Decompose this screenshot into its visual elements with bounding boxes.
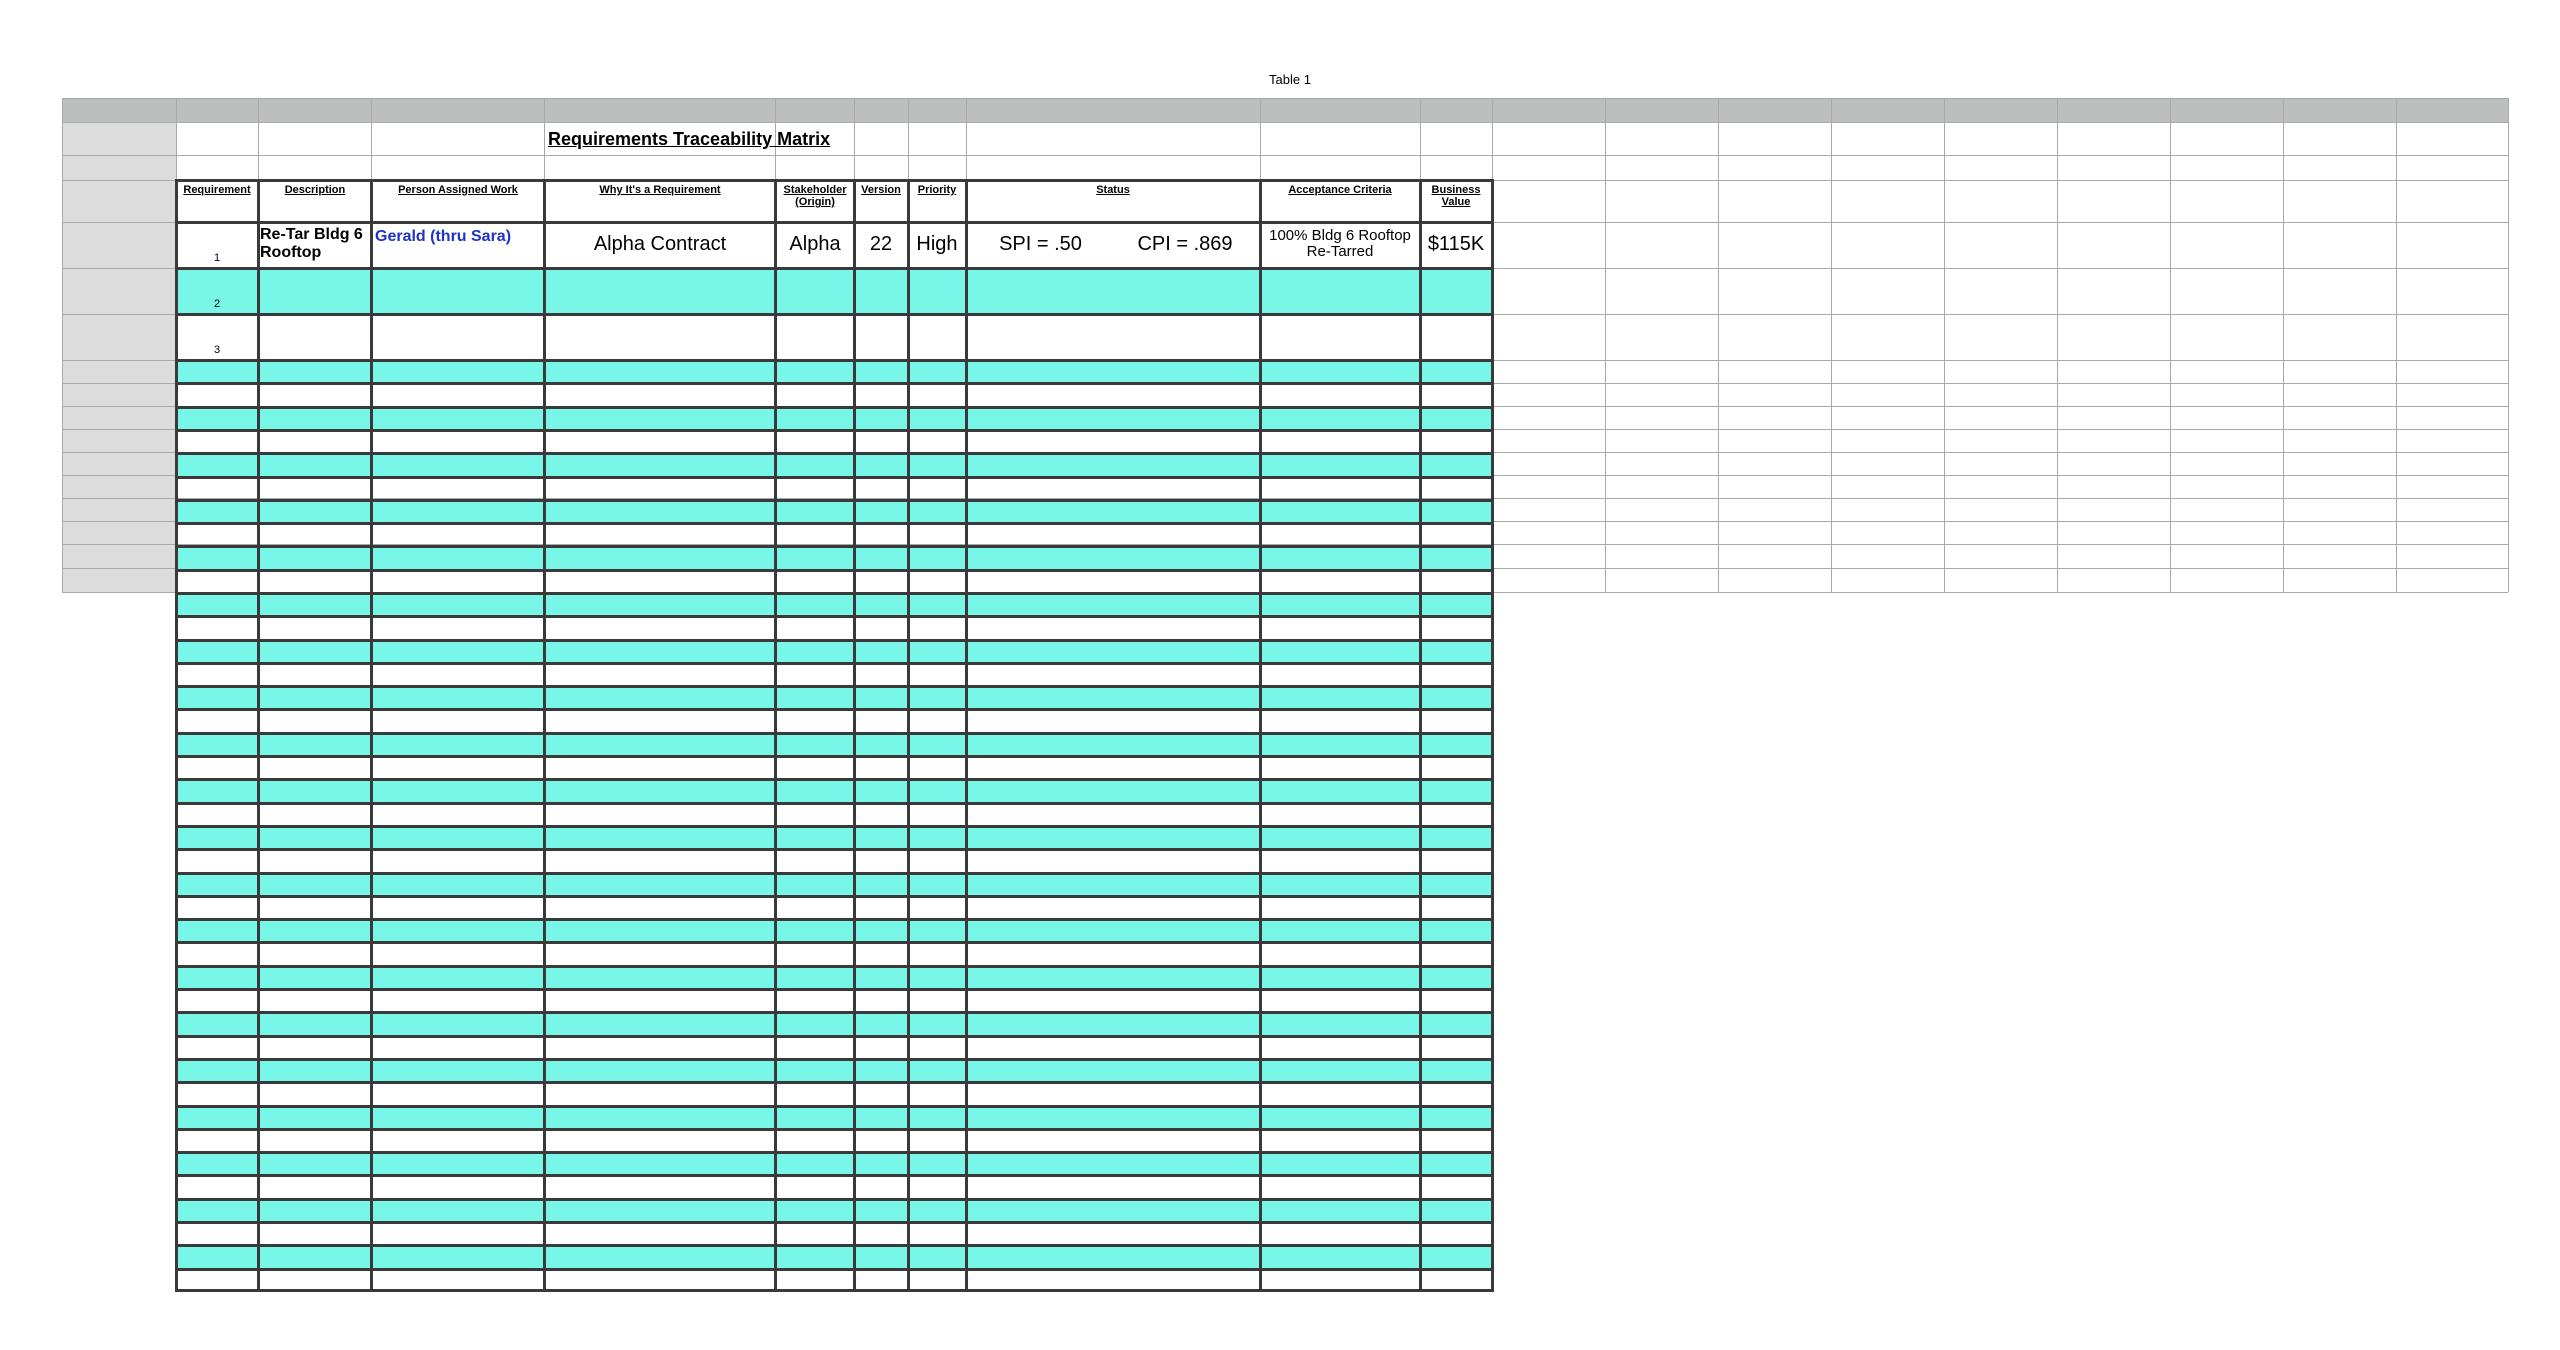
table-border <box>175 1174 1494 1177</box>
table-border <box>175 615 1494 618</box>
table-border <box>175 662 1494 665</box>
table-border <box>543 180 546 1292</box>
table-border <box>175 965 1494 968</box>
table-border <box>175 825 1494 828</box>
grid-line <box>1605 98 1606 592</box>
header-requirement: Requirement <box>183 184 251 196</box>
table-border <box>175 918 1494 921</box>
table-caption: Table 1 <box>1269 72 1311 87</box>
table-border <box>370 180 373 1292</box>
table-border <box>175 988 1494 991</box>
row-shading <box>176 733 1492 756</box>
table-border <box>1419 180 1422 1292</box>
grid-line <box>2396 98 2397 592</box>
header-description: Description <box>284 184 346 196</box>
row-shading <box>176 546 1492 570</box>
table-border <box>175 1058 1494 1061</box>
table-border <box>175 685 1494 688</box>
grid-line <box>2170 98 2171 592</box>
row1-person-assigned: Gerald (thru Sara) <box>375 228 512 246</box>
table-border <box>175 545 1494 548</box>
table-border <box>175 382 1494 385</box>
grid-line <box>1831 98 1832 592</box>
grid-line <box>1718 98 1719 592</box>
row1-status-cpi: CPI = .869 <box>1137 233 1233 255</box>
table-border <box>175 778 1494 781</box>
row-shading <box>176 779 1492 803</box>
row1-status-spi: SPI = .50 <box>999 233 1082 255</box>
header-priority: Priority <box>917 184 957 196</box>
row-number: 3 <box>213 343 221 356</box>
row-shading <box>176 1106 1492 1129</box>
table-border <box>175 1268 1494 1271</box>
table-border <box>175 1081 1494 1084</box>
row-shading <box>176 1199 1492 1222</box>
row1-version: 22 <box>869 233 893 255</box>
table-border <box>175 313 1494 316</box>
row-shading <box>176 407 1492 430</box>
table-border <box>175 452 1494 455</box>
table-border <box>175 848 1494 851</box>
grid-line <box>2508 98 2509 592</box>
row-shading <box>176 640 1492 663</box>
row1-description: Re-Tar Bldg 6 Rooftop <box>260 226 363 261</box>
table-border <box>175 499 1494 502</box>
row-number: 1 <box>213 251 221 264</box>
row-shading <box>176 1152 1492 1175</box>
row-shading <box>176 919 1492 942</box>
column-header-band <box>62 98 2508 122</box>
table-border <box>175 708 1494 711</box>
row1-priority: High <box>916 233 958 255</box>
header-why-requirement: Why It's a Requirement <box>599 184 721 196</box>
row1-acceptance-criteria: 100% Bldg 6 Rooftop Re-Tarred <box>1269 226 1411 260</box>
header-person-assigned: Person Assigned Work <box>398 184 518 196</box>
row1-why-requirement: Alpha Contract <box>593 233 727 255</box>
table-border <box>175 592 1494 595</box>
header-version: Version <box>861 184 901 196</box>
row-shading <box>176 826 1492 849</box>
table-border <box>175 267 1494 270</box>
table-border <box>175 895 1494 898</box>
row-number: 2 <box>213 297 221 310</box>
row-shading <box>176 593 1492 616</box>
header-acceptance-criteria: Acceptance Criteria <box>1288 184 1392 196</box>
table-border <box>175 522 1494 525</box>
table-border <box>1491 180 1494 1292</box>
table-border <box>907 180 910 1292</box>
grid-line <box>2283 98 2284 592</box>
header-business-value: Business Value <box>1431 184 1481 209</box>
row-shading <box>176 1245 1492 1269</box>
table-border <box>853 180 856 1292</box>
grid-line <box>62 98 63 592</box>
grid-line <box>62 155 2508 156</box>
table-border <box>175 732 1494 735</box>
table-border <box>1259 180 1262 1292</box>
table-border <box>175 359 1494 362</box>
row-shading <box>176 873 1492 896</box>
row-shading <box>176 500 1492 523</box>
row1-business-value: $115K <box>1427 233 1485 255</box>
grid-line <box>2057 98 2058 592</box>
table-border <box>175 872 1494 875</box>
table-border <box>175 941 1494 944</box>
table-border <box>175 406 1494 409</box>
row-shading <box>176 1012 1492 1036</box>
table-border <box>175 569 1494 572</box>
row1-stakeholder: Alpha <box>789 233 841 255</box>
row-shading <box>176 360 1492 383</box>
table-border <box>175 1011 1494 1014</box>
table-border <box>175 476 1494 479</box>
table-border <box>175 1289 1494 1292</box>
table-border <box>774 180 777 1292</box>
header-status: Status <box>1096 184 1130 196</box>
grid-line <box>1944 98 1945 592</box>
row-shading <box>176 268 1492 314</box>
row-shading <box>176 1059 1492 1082</box>
table-border <box>175 1198 1494 1201</box>
table-border <box>175 429 1494 432</box>
table-border <box>175 802 1494 805</box>
header-stakeholder: Stakeholder (Origin) <box>783 184 847 209</box>
row-shading <box>176 686 1492 709</box>
grid-line <box>62 122 2508 123</box>
table-border <box>175 1221 1494 1224</box>
table-border <box>175 1035 1494 1038</box>
table-border <box>175 1128 1494 1131</box>
table-border <box>175 755 1494 758</box>
row-shading <box>176 966 1492 989</box>
table-border <box>175 1244 1494 1247</box>
sheet-title: Requirements Traceability Matrix <box>548 129 831 150</box>
table-border <box>175 1151 1494 1154</box>
row-shading <box>176 453 1492 477</box>
table-border <box>175 1105 1494 1108</box>
grid-line <box>62 98 2508 99</box>
table-border <box>965 180 968 1292</box>
table-border <box>175 639 1494 642</box>
